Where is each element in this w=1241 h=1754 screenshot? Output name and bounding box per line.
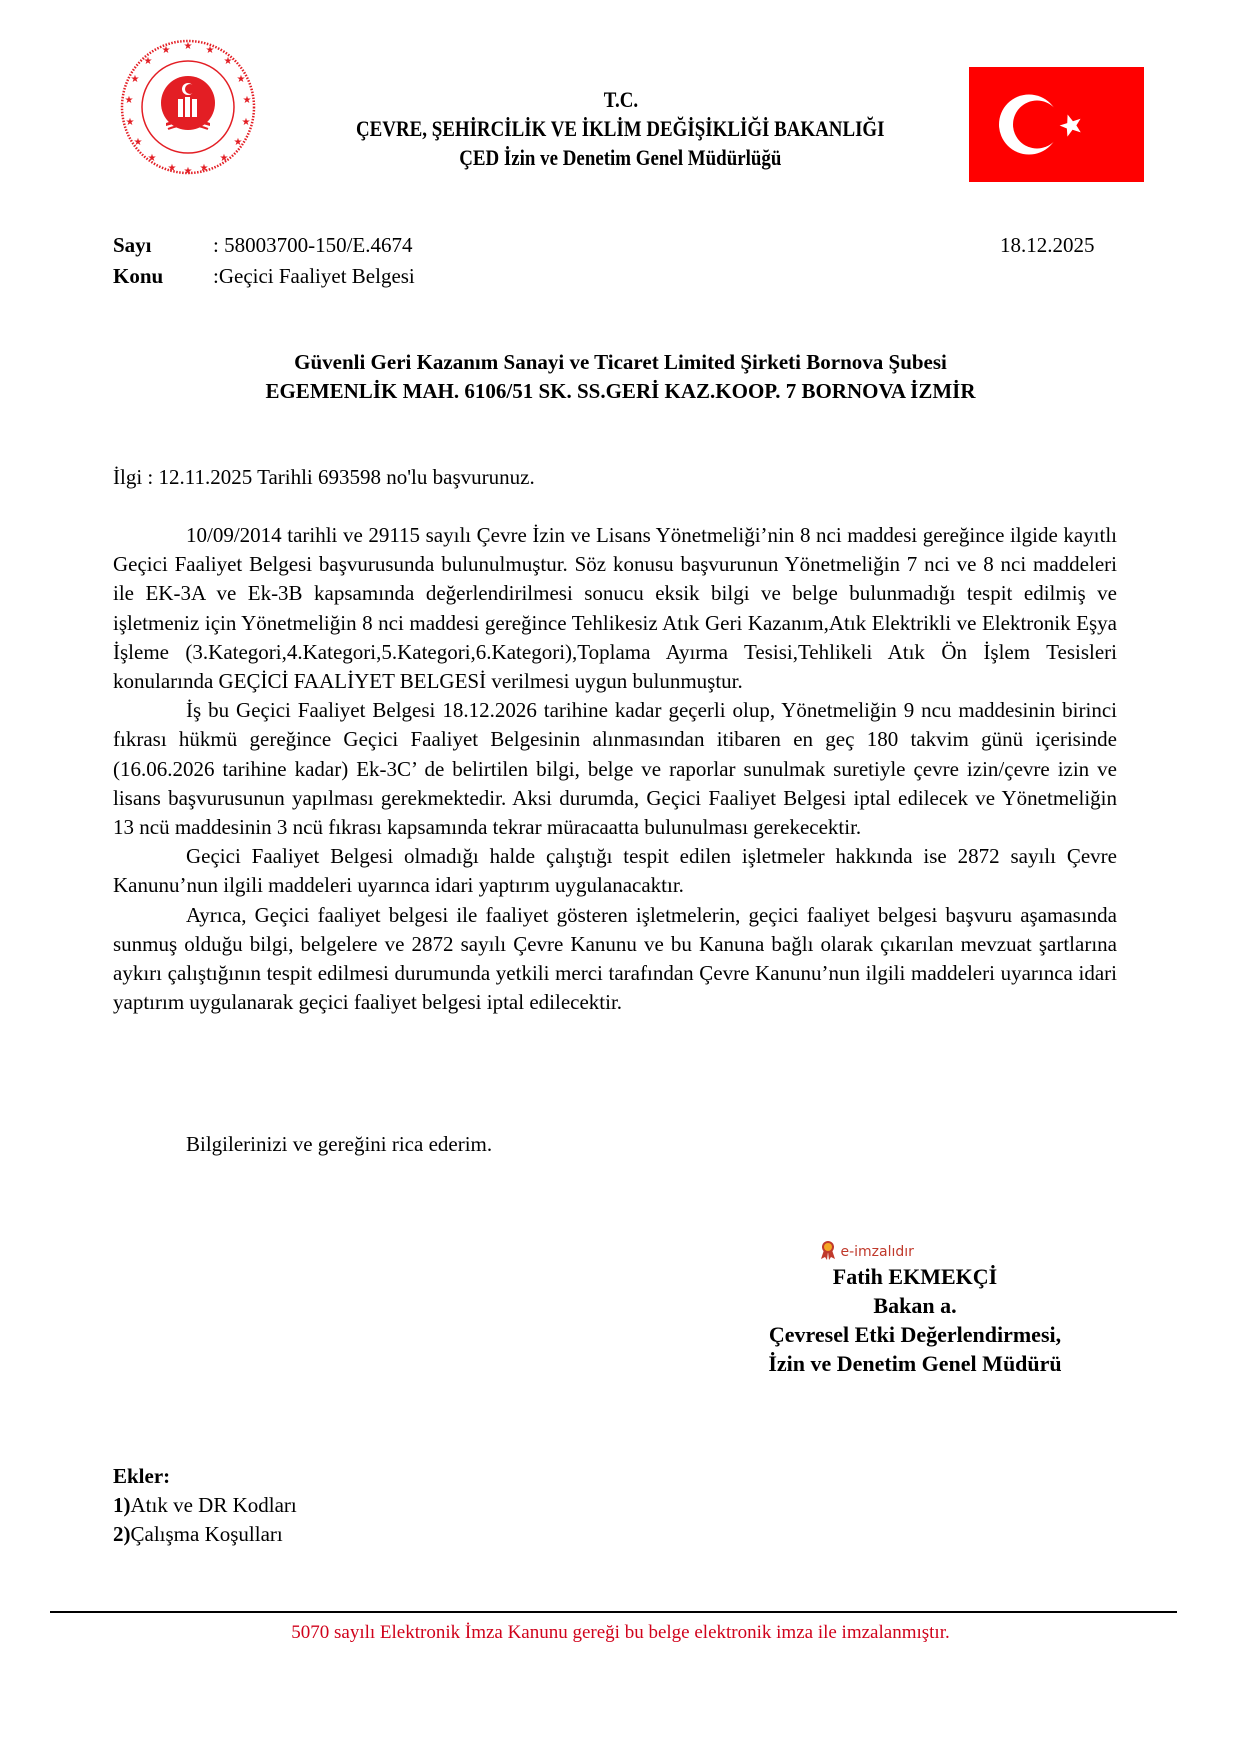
rosette-icon: [820, 1240, 836, 1260]
header-ministry: ÇEVRE, ŞEHİRCİLİK VE İKLİM DEĞİŞİKLİĞİ BAKANLIĞI: [356, 116, 885, 141]
e-signature-badge: [820, 1240, 914, 1260]
ilgi-text: İlgi : 12.11.2025 Tarihli 693598 no'lu başvurunuz.: [113, 465, 535, 489]
closing-text: Bilgilerinizi ve gereğini rica ederim.: [186, 1132, 493, 1156]
recipient-name: Güvenli Geri Kazanım Sanayi ve Ticaret Limited Şirketi Bornova Şubesi: [294, 350, 947, 374]
document-date: 18.12.2025: [1000, 233, 1095, 257]
attachment-item: 1)Atık ve DR Kodları: [113, 1493, 297, 1517]
attachment-item: 2)Çalışma Koşulları: [113, 1522, 283, 1546]
svg-text:★: ★: [125, 117, 135, 128]
signature-block: [700, 1262, 1130, 1378]
footer-esignature-notice: 5070 sayılı Elektronik İmza Kanunu gereği bu belge elektronik imza ile imzalanmıştır.: [291, 1622, 950, 1643]
svg-text:★: ★: [130, 74, 140, 85]
paragraph-2: İş bu Geçici Faaliyet Belgesi 18.12.2026 tarihine kadar geçerli olup, Yönetmeliğin 9 ncu maddesinin birinci fıkrası hükmü gereğince Geçici Faaliyet Belgesinin alınmasından itibaren en geç 180 takvim günü içerisinde (16.06.2026 tarihine kadar) Ek-3C’ de belirtilen bilgi, belge ve raporlar sunulmak suretiyle çevre izin/çevre izin ve lisans başvurusunun yapılması gerekmektedir. Aksi durumda, Geçici Faaliyet Belgesi iptal edilecek ve Yönetmeliğin 13 ncü maddesinin 3 ncü fıkrası kapsamında tekrar müracaatta bulunulması gerekecektir.: [113, 698, 1117, 840]
svg-text:★: ★: [183, 41, 193, 52]
header-tc: T.C.: [603, 87, 638, 112]
svg-text:★: ★: [161, 45, 171, 56]
svg-text:★: ★: [242, 95, 252, 106]
signer-title-2: Çevresel Etki Değerlendirmesi,: [768, 1322, 1062, 1347]
svg-text:★: ★: [133, 137, 143, 148]
svg-text:★: ★: [199, 163, 209, 174]
svg-text:★: ★: [183, 166, 193, 177]
svg-text:★: ★: [223, 56, 233, 67]
crescent-star-icon: [969, 67, 1144, 182]
attachments-heading: Ekler:: [113, 1464, 171, 1488]
svg-text:★: ★: [236, 74, 246, 85]
paragraph-4: Ayrıca, Geçici faaliyet belgesi ile faaliyet gösteren işletmelerin, geçici faaliyet belgesi başvuru aşamasında sunmuş olduğu bilgi, belgelere ve 2872 sayılı Çevre Kanunu ve bu Kanuna bağlı olarak çıkarılan mevzuat şartlarına aykırı çalıştığının tespit edilmesi durumunda yetkili merci tarafından Çevre Kanunu’nun ilgili maddeleri uyarınca idari yaptırım uygulanarak geçici faaliyet belgesi iptal edilecektir.: [113, 902, 1117, 1015]
letter-body: [113, 521, 1117, 1017]
svg-text:★: ★: [233, 137, 243, 148]
konu-label: Konu: [113, 264, 164, 288]
signer-name: Fatih EKMEKÇİ: [832, 1264, 998, 1289]
turkish-flag: [969, 67, 1144, 182]
closing-line: [113, 1130, 1117, 1159]
header-directorate: ÇED İzin ve Denetim Genel Müdürlüğü: [459, 145, 782, 170]
svg-text:★: ★: [241, 117, 251, 128]
svg-text:★: ★: [124, 95, 134, 106]
sayi-value: : 58003700-150/E.4674: [213, 233, 413, 257]
svg-text:★: ★: [167, 163, 177, 174]
footer-divider: [50, 1611, 1177, 1613]
sayi-label: Sayı: [113, 233, 152, 257]
e-signature-label: e-imzalıdır: [840, 1244, 914, 1260]
paragraph-3: Geçici Faaliyet Belgesi olmadığı halde çalıştığı tespit edilen işletmeler hakkında ise 2872 sayılı Çevre Kanunu’nun ilgili maddeleri uyarınca idari yaptırım uygulanacaktır.: [113, 844, 1117, 898]
konu-value: :Geçici Faaliyet Belgesi: [213, 264, 415, 288]
recipient-address: EGEMENLİK MAH. 6106/51 SK. SS.GERİ KAZ.KOOP. 7 BORNOVA İZMİR: [265, 379, 976, 403]
svg-text:★: ★: [219, 153, 229, 164]
attachments: [113, 1462, 297, 1549]
signer-title-3: İzin ve Denetim Genel Müdürü: [768, 1351, 1062, 1376]
svg-text:★: ★: [143, 56, 153, 67]
svg-text:★: ★: [147, 153, 157, 164]
ilgi-line: [113, 463, 1117, 492]
paragraph-1: 10/09/2014 tarihli ve 29115 sayılı Çevre İzin ve Lisans Yönetmeliği’nin 8 nci maddesi gereğince ilgide kayıtlı Geçici Faaliyet Belgesi başvurusunda bulunulmuştur. Söz konusu başvurunun Yönetmeliğin 7 nci ve 8 nci maddeleri ile EK-3A ve Ek-3B kapsamında değerlendirilmesi sonucu eksik bilgi ve belge bulunmadığı tespit edilmiş ve işletmeniz için Yönetmeliğin 8 nci maddesi gereğince Tehlikesiz Atık Geri Kazanım,Atık Elektrikli ve Elektronik Eşya İşleme (3.Kategori,4.Kategori,5.Kategori,6.Kategori),Toplama Ayırma Tesisi,Tehlikeli Atık Ön İşlem Tesisleri konularında GEÇİCİ FAALİYET BELGESİ verilmesi uygun bulunmuştur.: [113, 523, 1117, 694]
signer-title-1: Bakan a.: [873, 1293, 957, 1318]
svg-text:★: ★: [205, 45, 215, 56]
